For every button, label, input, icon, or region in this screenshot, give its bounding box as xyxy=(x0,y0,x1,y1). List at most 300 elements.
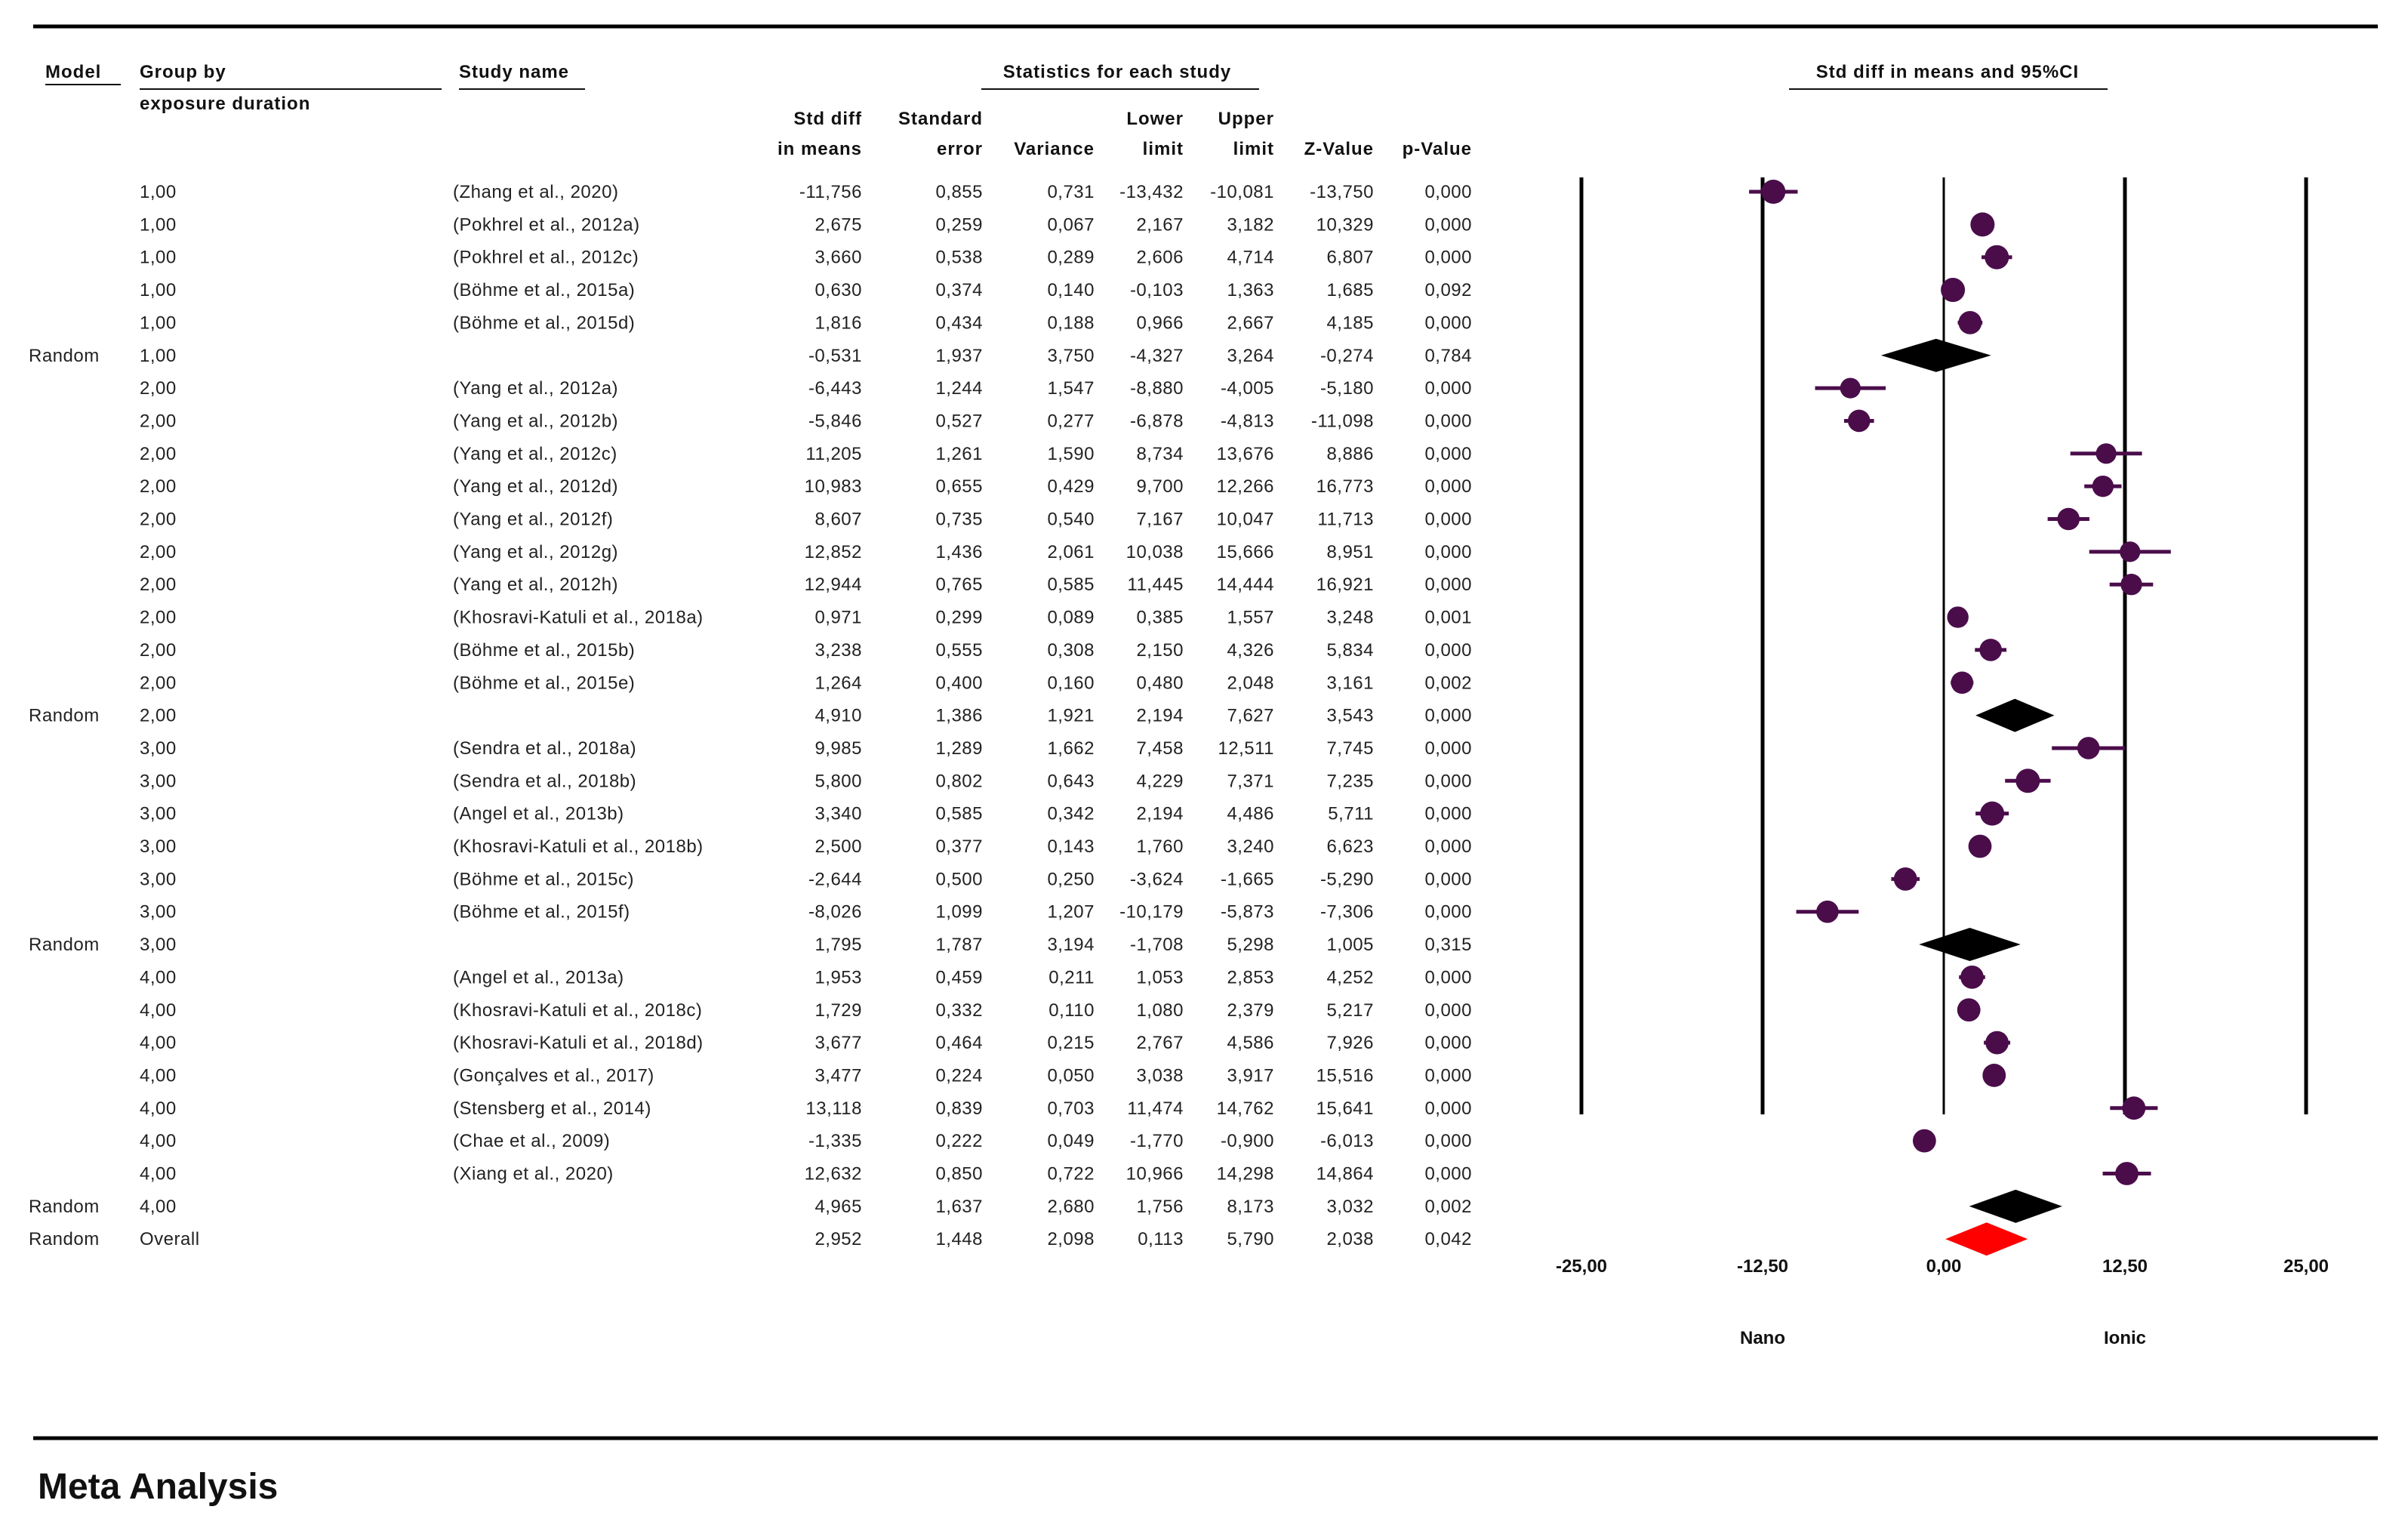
row-study-name: (Khosravi-Katuli et al., 2018d) xyxy=(453,1033,704,1054)
row-std-error: 0,555 xyxy=(935,639,983,661)
row-std-error: 0,839 xyxy=(935,1098,983,1119)
row-std-diff: -6,443 xyxy=(808,378,862,399)
effect-point xyxy=(1941,278,1965,302)
row-upper-limit: 12,266 xyxy=(1216,476,1274,498)
row-z-value: -5,290 xyxy=(1319,869,1374,890)
row-group: 2,00 xyxy=(140,607,177,628)
row-variance: 1,662 xyxy=(1047,738,1095,759)
row-std-error: 0,500 xyxy=(935,869,983,890)
effect-point xyxy=(2120,541,2140,562)
row-lower-limit: 2,767 xyxy=(1136,1033,1184,1054)
row-variance: 1,590 xyxy=(1047,443,1095,464)
row-std-diff: 2,675 xyxy=(814,214,862,236)
row-variance: 0,277 xyxy=(1047,411,1095,432)
row-p-value: 0,002 xyxy=(1424,1196,1472,1217)
effect-point xyxy=(1957,998,1981,1021)
row-variance: 0,308 xyxy=(1047,639,1095,661)
effect-point xyxy=(2120,574,2142,595)
header-forest-title: Std diff in means and 95%CI xyxy=(1815,62,2080,82)
row-p-value: 0,000 xyxy=(1424,541,1472,562)
row-std-error: 0,464 xyxy=(935,1033,983,1054)
row-group: 1,00 xyxy=(140,345,177,366)
col-header-upper-limit-line1: Upper xyxy=(1218,109,1274,129)
row-lower-limit: 2,606 xyxy=(1136,247,1184,268)
row-std-diff: 12,852 xyxy=(804,541,862,562)
row-variance: 3,194 xyxy=(1047,935,1095,956)
row-std-diff: 8,607 xyxy=(814,509,862,530)
row-study-name: (Sendra et al., 2018a) xyxy=(453,738,637,759)
row-p-value: 0,042 xyxy=(1424,1229,1472,1250)
row-upper-limit: 5,298 xyxy=(1227,935,1274,956)
row-z-value: 3,543 xyxy=(1326,705,1374,726)
row-std-error: 1,261 xyxy=(935,443,983,464)
row-std-error: 0,377 xyxy=(935,836,983,857)
row-upper-limit: 3,240 xyxy=(1227,836,1274,857)
effect-point xyxy=(1840,377,1861,398)
row-group: 3,00 xyxy=(140,869,177,890)
row-lower-limit: -13,432 xyxy=(1119,182,1184,202)
row-z-value: 16,921 xyxy=(1316,575,1374,596)
row-z-value: 5,834 xyxy=(1326,639,1374,661)
row-study-name: (Böhme et al., 2015d) xyxy=(453,313,636,334)
row-study-name: (Yang et al., 2012h) xyxy=(453,575,619,596)
row-std-diff: -5,846 xyxy=(808,411,862,432)
row-std-error: 1,289 xyxy=(935,738,983,759)
row-z-value: -13,750 xyxy=(1310,182,1374,202)
effect-point xyxy=(1848,410,1871,433)
row-std-error: 0,802 xyxy=(935,771,983,792)
row-std-error: 0,332 xyxy=(935,1000,983,1021)
row-lower-limit: 0,113 xyxy=(1138,1229,1184,1250)
subgroup-diamond xyxy=(1969,1190,2062,1223)
row-z-value: -11,098 xyxy=(1310,411,1374,432)
row-upper-limit: 2,379 xyxy=(1227,1000,1274,1021)
row-model: Random xyxy=(29,1196,100,1217)
effect-point xyxy=(1947,606,1968,627)
row-std-error: 0,259 xyxy=(935,214,983,236)
row-std-error: 0,585 xyxy=(935,803,983,824)
row-lower-limit: 4,229 xyxy=(1136,771,1184,792)
row-variance: 2,680 xyxy=(1047,1196,1095,1217)
col-header-lower-limit-line1: Lower xyxy=(1126,109,1184,129)
row-lower-limit: 10,966 xyxy=(1125,1163,1184,1185)
col-header-lower-limit-line2: limit xyxy=(1142,139,1184,159)
row-lower-limit: 0,966 xyxy=(1136,313,1184,334)
row-lower-limit: 2,194 xyxy=(1136,705,1184,726)
row-z-value: 3,032 xyxy=(1326,1196,1374,1217)
row-p-value: 0,000 xyxy=(1424,771,1472,792)
effect-point xyxy=(2115,1162,2139,1185)
row-p-value: 0,784 xyxy=(1424,345,1472,366)
row-p-value: 0,000 xyxy=(1424,738,1472,759)
row-variance: 0,110 xyxy=(1048,1000,1095,1021)
row-lower-limit: -10,179 xyxy=(1119,901,1184,923)
row-upper-limit: 14,762 xyxy=(1216,1098,1274,1119)
row-p-value: 0,000 xyxy=(1424,1098,1472,1119)
row-std-diff: 11,205 xyxy=(805,443,862,464)
row-lower-limit: 1,053 xyxy=(1136,967,1184,988)
effect-point xyxy=(1913,1129,1936,1153)
row-std-diff: 12,632 xyxy=(804,1163,862,1185)
row-p-value: 0,000 xyxy=(1424,1131,1472,1152)
row-z-value: 5,217 xyxy=(1326,1000,1374,1021)
row-lower-limit: -0,103 xyxy=(1129,280,1184,301)
row-std-diff: 12,944 xyxy=(804,575,862,596)
row-std-diff: 3,660 xyxy=(814,247,862,268)
row-variance: 1,207 xyxy=(1047,901,1095,923)
row-model: Random xyxy=(29,935,100,956)
row-study-name: (Böhme et al., 2015a) xyxy=(453,280,636,301)
row-std-error: 1,436 xyxy=(935,541,983,562)
row-std-diff: -2,644 xyxy=(808,869,862,890)
subgroup-diamond xyxy=(1975,699,2054,732)
row-group: 3,00 xyxy=(140,935,177,956)
row-study-name: (Böhme et al., 2015b) xyxy=(453,639,636,661)
row-p-value: 0,001 xyxy=(1424,607,1472,628)
row-study-name: (Pokhrel et al., 2012a) xyxy=(453,214,640,236)
effect-point xyxy=(1985,1031,2009,1055)
row-lower-limit: 1,080 xyxy=(1136,1000,1184,1021)
row-group: 1,00 xyxy=(140,182,177,202)
row-lower-limit: 0,480 xyxy=(1136,673,1184,694)
row-upper-limit: -5,873 xyxy=(1220,901,1274,923)
row-group: 3,00 xyxy=(140,803,177,824)
row-upper-limit: 1,363 xyxy=(1227,280,1274,301)
row-variance: 0,211 xyxy=(1048,967,1095,988)
row-std-error: 0,299 xyxy=(935,607,983,628)
row-variance: 2,061 xyxy=(1047,541,1095,562)
row-variance: 2,098 xyxy=(1047,1229,1095,1250)
row-std-diff: 3,477 xyxy=(814,1065,862,1086)
row-p-value: 0,000 xyxy=(1424,476,1472,498)
effect-point xyxy=(1894,867,1917,891)
row-std-error: 0,538 xyxy=(935,247,983,268)
row-p-value: 0,000 xyxy=(1424,967,1472,988)
row-upper-limit: 3,182 xyxy=(1227,214,1274,236)
row-study-name: (Yang et al., 2012b) xyxy=(453,411,619,432)
row-upper-limit: 4,326 xyxy=(1227,639,1274,661)
row-variance: 0,250 xyxy=(1047,869,1095,890)
row-p-value: 0,000 xyxy=(1424,313,1472,334)
row-study-name: (Pokhrel et al., 2012c) xyxy=(453,247,639,268)
row-model: Random xyxy=(29,1229,100,1250)
favours-left-label: Nano xyxy=(1740,1328,1785,1348)
row-upper-limit: -4,005 xyxy=(1220,378,1274,399)
row-group: 4,00 xyxy=(140,967,177,988)
row-p-value: 0,000 xyxy=(1424,869,1472,890)
footer-title: Meta Analysis xyxy=(38,1467,279,1507)
row-lower-limit: -6,878 xyxy=(1129,411,1184,432)
row-upper-limit: 7,627 xyxy=(1227,705,1274,726)
row-study-name: (Böhme et al., 2015f) xyxy=(453,901,630,923)
row-p-value: 0,000 xyxy=(1424,575,1472,596)
row-lower-limit: -1,708 xyxy=(1129,935,1184,956)
row-upper-limit: -10,081 xyxy=(1210,182,1274,202)
row-upper-limit: 12,511 xyxy=(1218,738,1274,759)
overall-diamond xyxy=(1945,1222,2028,1255)
row-upper-limit: -4,813 xyxy=(1220,411,1274,432)
row-p-value: 0,000 xyxy=(1424,1065,1472,1086)
row-std-error: 0,224 xyxy=(935,1065,983,1086)
row-p-value: 0,000 xyxy=(1424,214,1472,236)
row-z-value: 15,516 xyxy=(1316,1065,1374,1086)
col-header-std-error-line1: Standard xyxy=(898,109,983,129)
row-study-name: (Böhme et al., 2015e) xyxy=(453,673,636,694)
row-std-error: 1,637 xyxy=(935,1196,983,1217)
row-variance: 0,540 xyxy=(1047,509,1095,530)
header-group-by: Group by xyxy=(140,62,226,82)
row-std-error: 1,099 xyxy=(935,901,983,923)
row-upper-limit: 8,173 xyxy=(1227,1196,1274,1217)
x-tick-label: 12,50 xyxy=(2102,1256,2148,1277)
row-upper-limit: 14,298 xyxy=(1216,1163,1274,1185)
row-std-error: 0,855 xyxy=(935,182,983,202)
row-variance: 0,140 xyxy=(1047,280,1095,301)
row-p-value: 0,000 xyxy=(1424,509,1472,530)
effect-point xyxy=(2092,476,2114,497)
row-upper-limit: 15,666 xyxy=(1216,541,1274,562)
row-std-diff: 4,910 xyxy=(814,705,862,726)
row-study-name: (Stensberg et al., 2014) xyxy=(453,1098,651,1119)
effect-point xyxy=(2015,769,2040,793)
row-std-error: 1,787 xyxy=(935,935,983,956)
effect-point xyxy=(1980,802,2004,826)
row-group: Overall xyxy=(140,1229,200,1250)
row-std-error: 0,374 xyxy=(935,280,983,301)
row-variance: 0,585 xyxy=(1047,575,1095,596)
effect-point xyxy=(1982,1064,2006,1087)
row-z-value: -6,013 xyxy=(1319,1131,1374,1152)
row-std-diff: 1,816 xyxy=(814,313,862,334)
row-std-error: 0,735 xyxy=(935,509,983,530)
effect-point xyxy=(1816,901,1839,923)
row-lower-limit: 11,474 xyxy=(1127,1098,1184,1119)
row-variance: 1,921 xyxy=(1047,705,1095,726)
row-lower-limit: 8,734 xyxy=(1136,443,1184,464)
col-header-p-value-line2: p-Value xyxy=(1402,139,1472,159)
row-p-value: 0,000 xyxy=(1424,1163,1472,1185)
row-lower-limit: 11,445 xyxy=(1127,575,1184,596)
row-group: 2,00 xyxy=(140,378,177,399)
row-lower-limit: 2,150 xyxy=(1136,639,1184,661)
row-study-name: (Gonçalves et al., 2017) xyxy=(453,1065,654,1086)
row-group: 2,00 xyxy=(140,705,177,726)
row-std-error: 1,937 xyxy=(935,345,983,366)
study-rows xyxy=(29,182,1472,1249)
effect-point xyxy=(1979,639,2002,661)
effect-point xyxy=(1960,966,1984,989)
row-std-error: 0,459 xyxy=(935,967,983,988)
row-p-value: 0,000 xyxy=(1424,411,1472,432)
row-study-name: (Angel et al., 2013a) xyxy=(453,967,624,988)
row-p-value: 0,000 xyxy=(1424,1000,1472,1021)
row-p-value: 0,000 xyxy=(1424,378,1472,399)
x-tick-label: 0,00 xyxy=(1926,1256,1962,1277)
row-group: 1,00 xyxy=(140,280,177,301)
row-z-value: 16,773 xyxy=(1316,476,1374,498)
col-header-std-error-line2: error xyxy=(936,139,983,159)
row-variance: 0,050 xyxy=(1047,1065,1095,1086)
row-std-diff: -0,531 xyxy=(808,345,862,366)
row-variance: 0,215 xyxy=(1047,1033,1095,1054)
row-group: 3,00 xyxy=(140,901,177,923)
row-group: 1,00 xyxy=(140,214,177,236)
row-z-value: 4,252 xyxy=(1326,967,1374,988)
row-std-diff: 10,983 xyxy=(804,476,862,498)
row-std-error: 0,655 xyxy=(935,476,983,498)
row-upper-limit: 1,557 xyxy=(1227,607,1274,628)
row-variance: 0,429 xyxy=(1047,476,1095,498)
row-upper-limit: 3,264 xyxy=(1227,345,1274,366)
row-study-name: (Khosravi-Katuli et al., 2018c) xyxy=(453,1000,703,1021)
row-p-value: 0,315 xyxy=(1424,935,1472,956)
row-variance: 0,089 xyxy=(1047,607,1095,628)
row-std-diff: 1,795 xyxy=(814,935,862,956)
row-lower-limit: 9,700 xyxy=(1136,476,1184,498)
row-lower-limit: 7,458 xyxy=(1136,738,1184,759)
row-lower-limit: 0,385 xyxy=(1136,607,1184,628)
row-std-diff: -11,756 xyxy=(799,182,862,202)
row-variance: 3,750 xyxy=(1047,345,1095,366)
row-upper-limit: 10,047 xyxy=(1216,509,1274,530)
row-group: 4,00 xyxy=(140,1131,177,1152)
row-std-diff: 13,118 xyxy=(805,1098,862,1119)
row-upper-limit: 4,486 xyxy=(1227,803,1274,824)
subgroup-diamond xyxy=(1881,339,1991,372)
row-variance: 0,342 xyxy=(1047,803,1095,824)
subgroup-diamond xyxy=(1919,928,2021,961)
row-upper-limit: 2,853 xyxy=(1227,967,1274,988)
row-variance: 0,049 xyxy=(1047,1131,1095,1152)
row-p-value: 0,000 xyxy=(1424,1033,1472,1054)
row-z-value: 2,038 xyxy=(1326,1229,1374,1250)
row-group: 2,00 xyxy=(140,411,177,432)
effect-point xyxy=(2057,508,2080,531)
row-z-value: 1,685 xyxy=(1326,280,1374,301)
row-p-value: 0,002 xyxy=(1424,673,1472,694)
row-std-diff: 2,500 xyxy=(814,836,862,857)
row-std-error: 1,448 xyxy=(935,1229,983,1250)
favours-right-label: Ionic xyxy=(2103,1328,2147,1348)
row-p-value: 0,000 xyxy=(1424,901,1472,923)
row-std-error: 0,527 xyxy=(935,411,983,432)
row-study-name: (Sendra et al., 2018b) xyxy=(453,771,637,792)
header-model: Model xyxy=(45,62,102,82)
effect-point xyxy=(1958,311,1982,334)
row-group: 4,00 xyxy=(140,1033,177,1054)
column-headers xyxy=(778,109,1472,159)
row-std-diff: 3,238 xyxy=(814,639,862,661)
row-std-error: 0,850 xyxy=(935,1163,983,1185)
row-std-diff: 9,985 xyxy=(814,738,862,759)
row-z-value: 6,807 xyxy=(1326,247,1374,268)
header-stats-title: Statistics for each study xyxy=(1002,62,1232,82)
row-std-error: 0,222 xyxy=(935,1131,983,1152)
row-z-value: 10,329 xyxy=(1316,214,1374,236)
row-model: Random xyxy=(29,705,100,726)
row-model: Random xyxy=(29,345,100,366)
row-variance: 0,643 xyxy=(1047,771,1095,792)
row-p-value: 0,000 xyxy=(1424,803,1472,824)
row-std-error: 0,434 xyxy=(935,313,983,334)
row-group: 4,00 xyxy=(140,1000,177,1021)
row-group: 2,00 xyxy=(140,541,177,562)
row-upper-limit: 2,048 xyxy=(1227,673,1274,694)
row-upper-limit: 5,790 xyxy=(1227,1229,1274,1250)
row-std-error: 0,400 xyxy=(935,673,983,694)
row-study-name: (Böhme et al., 2015c) xyxy=(453,869,634,890)
row-z-value: 7,745 xyxy=(1326,738,1374,759)
row-z-value: -7,306 xyxy=(1319,901,1374,923)
row-z-value: 4,185 xyxy=(1326,313,1374,334)
row-upper-limit: 14,444 xyxy=(1216,575,1274,596)
row-upper-limit: 4,714 xyxy=(1227,247,1274,268)
x-tick-label: 25,00 xyxy=(2283,1256,2329,1277)
row-p-value: 0,000 xyxy=(1424,182,1472,202)
row-std-diff: -1,335 xyxy=(808,1131,862,1152)
row-z-value: 5,711 xyxy=(1328,803,1374,824)
forest-panel xyxy=(1556,177,2329,1348)
row-lower-limit: -1,770 xyxy=(1129,1131,1184,1152)
effect-point xyxy=(1985,245,2009,270)
row-upper-limit: 2,667 xyxy=(1227,313,1274,334)
row-group: 1,00 xyxy=(140,247,177,268)
row-p-value: 0,000 xyxy=(1424,443,1472,464)
row-p-value: 0,000 xyxy=(1424,705,1472,726)
row-study-name: (Chae et al., 2009) xyxy=(453,1131,611,1152)
row-group: 2,00 xyxy=(140,639,177,661)
row-z-value: 6,623 xyxy=(1326,836,1374,857)
row-z-value: -0,274 xyxy=(1319,345,1374,366)
row-z-value: 1,005 xyxy=(1326,935,1374,956)
row-study-name: (Yang et al., 2012g) xyxy=(453,541,619,562)
row-upper-limit: 3,917 xyxy=(1227,1065,1274,1086)
row-variance: 0,703 xyxy=(1047,1098,1095,1119)
effect-point xyxy=(1761,180,1785,204)
row-std-diff: 2,952 xyxy=(814,1229,862,1250)
row-lower-limit: -4,327 xyxy=(1129,345,1184,366)
row-upper-limit: -0,900 xyxy=(1220,1131,1274,1152)
row-std-diff: 3,677 xyxy=(814,1033,862,1054)
row-study-name: (Angel et al., 2013b) xyxy=(453,803,624,824)
col-header-z-value-line2: Z-Value xyxy=(1304,139,1374,159)
row-lower-limit: 3,038 xyxy=(1136,1065,1184,1086)
effect-point xyxy=(1969,835,1992,858)
effect-point xyxy=(1951,671,1973,694)
effect-point xyxy=(2077,737,2100,759)
row-group: 3,00 xyxy=(140,836,177,857)
row-z-value: -5,180 xyxy=(1319,378,1374,399)
row-group: 2,00 xyxy=(140,509,177,530)
header-study-name: Study name xyxy=(459,62,570,82)
x-tick-label: -12,50 xyxy=(1736,1256,1789,1277)
row-variance: 0,731 xyxy=(1047,182,1095,202)
row-std-error: 1,386 xyxy=(935,705,983,726)
row-group: 4,00 xyxy=(140,1098,177,1119)
row-std-diff: 1,953 xyxy=(814,967,862,988)
row-z-value: 8,951 xyxy=(1326,541,1374,562)
row-std-diff: 3,340 xyxy=(814,803,862,824)
row-variance: 1,547 xyxy=(1047,378,1095,399)
row-study-name: (Yang et al., 2012a) xyxy=(453,378,619,399)
row-std-error: 0,765 xyxy=(935,575,983,596)
row-std-diff: -8,026 xyxy=(808,901,862,923)
row-z-value: 7,926 xyxy=(1326,1033,1374,1054)
row-group: 2,00 xyxy=(140,476,177,498)
col-header-variance-line2: Variance xyxy=(1014,139,1095,159)
row-lower-limit: 7,167 xyxy=(1136,509,1184,530)
row-group: 2,00 xyxy=(140,575,177,596)
